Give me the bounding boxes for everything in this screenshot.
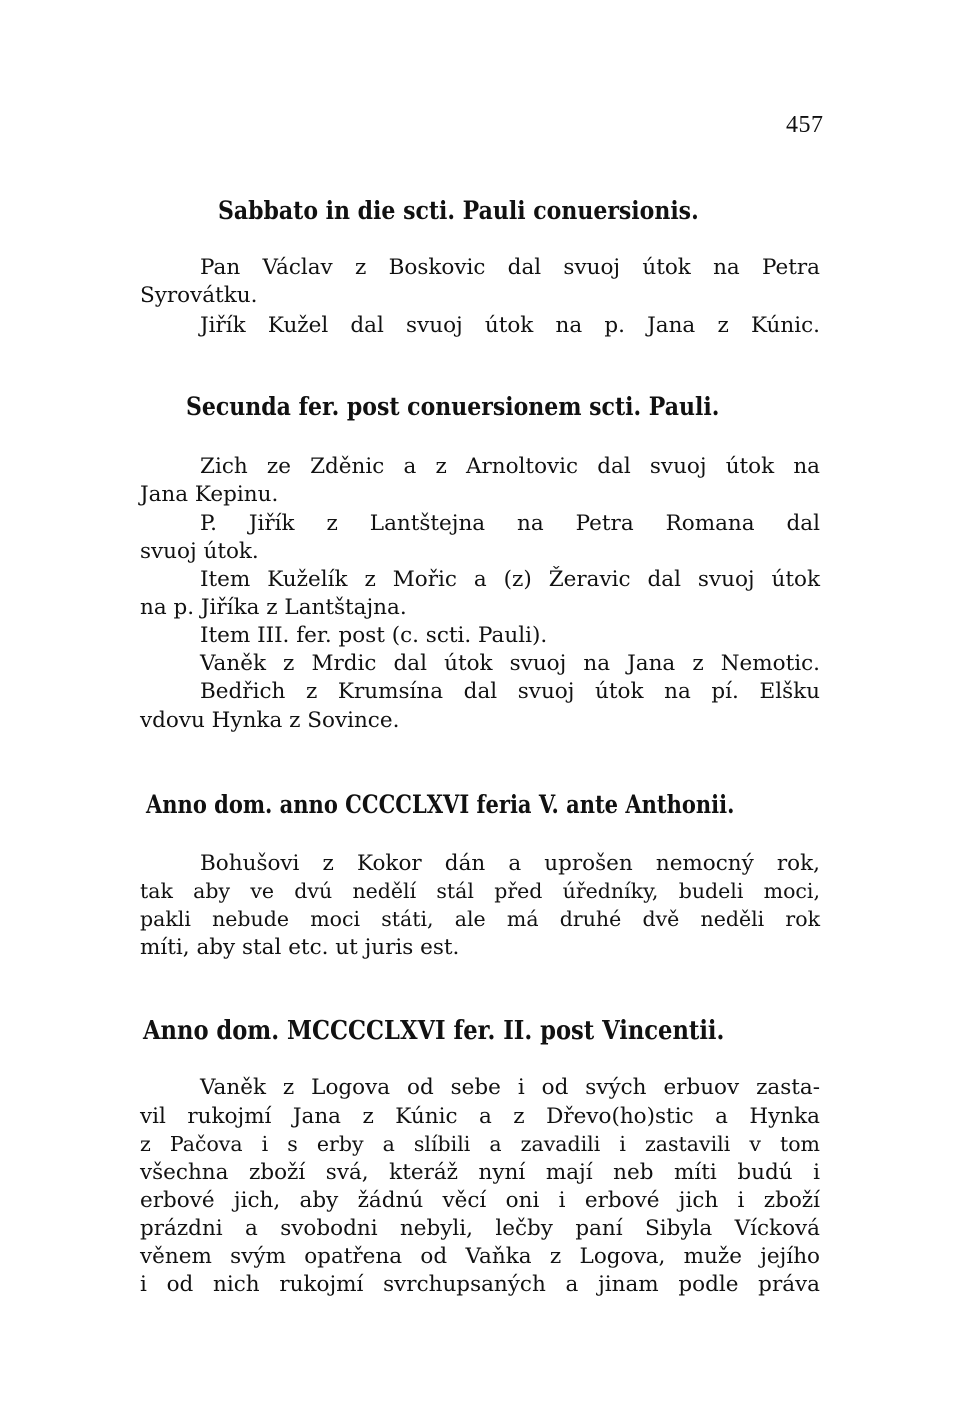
text-line: svuoj útok.	[140, 539, 259, 564]
text-line: míti, aby stal etc. ut juris est.	[140, 935, 460, 960]
text-line: vil rukojmí Jana z Kúnic a z Dřevo(ho)stic a Hynka	[140, 1104, 820, 1129]
text-line: pakli nebude moci státi, ale má druhé dvě neděli rok	[140, 907, 820, 931]
section-heading: Sabbato in die scti. Pauli conuersionis.	[218, 196, 699, 225]
text-line: P. Jiřík z Lantštejna na Petra Romana dal	[200, 511, 820, 536]
section-heading: Secunda fer. post conuersionem scti. Pauli.	[186, 392, 720, 421]
text-line: z Pačova i s erby a slíbili a zavadili i zastavili v tom	[140, 1132, 820, 1156]
text-line: tak aby ve dvú nedělí stál před úředníky, budeli moci,	[140, 879, 820, 903]
text-line: Syrovátku.	[140, 283, 258, 308]
page-number: 457	[786, 112, 824, 138]
text-line: Jana Kepinu.	[140, 482, 279, 507]
text-line: všechna zboží svá, kteráž nyní mají neb míti budú i	[140, 1160, 820, 1185]
text-line: Vaněk z Logova od sebe i od svých erbuov zasta-	[200, 1075, 820, 1100]
text-line: Jiřík Kužel dal svuoj útok na p. Jana z Kúnic.	[200, 313, 820, 338]
text-line: prázdni a svobodni nebyli, lečby paní Sibyla Vícková	[140, 1216, 820, 1241]
text-line: i od nich rukojmí svrchupsaných a jinam podle práva	[140, 1272, 820, 1297]
section-heading: Anno dom. MCCCCLXVI fer. II. post Vincentii.	[143, 1016, 725, 1046]
text-line: Zich ze Zděnic a z Arnoltovic dal svuoj útok na	[200, 454, 820, 479]
text-line: na p. Jiříka z Lantštajna.	[140, 595, 407, 620]
text-line: Vaněk z Mrdic dal útok svuoj na Jana z Nemotic.	[200, 651, 820, 676]
text-line: Bohušovi z Kokor dán a uprošen nemocný rok,	[200, 851, 820, 876]
text-line: Item III. fer. post (c. scti. Pauli).	[200, 623, 548, 648]
text-line: Pan Václav z Boskovic dal svuoj útok na Petra	[200, 255, 820, 280]
text-line: Bedřich z Krumsína dal svuoj útok na pí. Elšku	[200, 679, 820, 704]
text-line: Item Kuželík z Mořic a (z) Žeravic dal svuoj útok	[200, 567, 820, 592]
section-heading: Anno dom. anno CCCCLXVI feria V. ante Anthonii.	[146, 790, 735, 819]
text-line: věnem svým opatřena od Vaňka z Logova, muže jejího	[140, 1244, 820, 1269]
text-line: erbové jich, aby žádnú věcí oni i erbové jich i zboží	[140, 1188, 820, 1213]
text-line: vdovu Hynka z Sovince.	[140, 708, 400, 733]
